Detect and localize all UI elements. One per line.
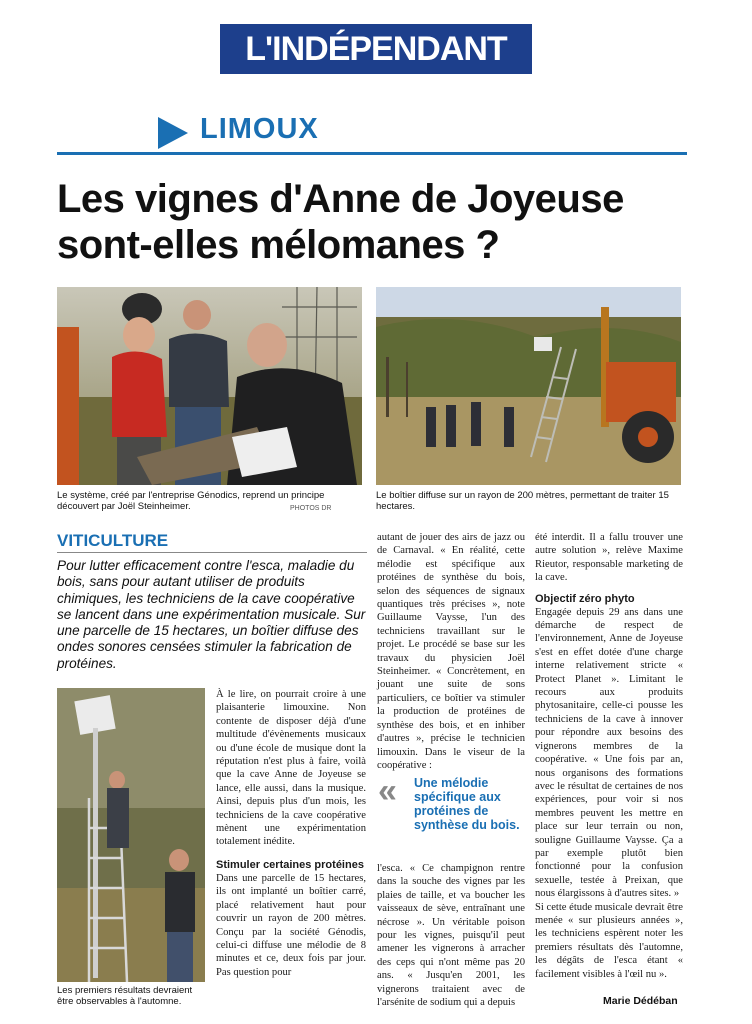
body-paragraph: autant de jouer des airs de jazz ou de Carnaval. « En réalité, cette mélodie est spécifique aux protéines de synthèse du bois, selon des séquences de signaux quantiques très précises », note Guillaume Vaysse, l'un des techniciens travaillant sur le projet. Le procédé se base sur les travaux du physicien Joël Steinheimer. « Concrètement, en jouant une suite de sons particuliers, ce boîtier va stimuler la production de protéines de synthèse des bois, et en inhiber d'autres », précise le technicien limouxin. Dans le viseur de la coopérative : — [377, 532, 525, 771]
pull-quote: Une mélodie spécifique aux protéines de synthèse du bois. — [414, 776, 520, 832]
kicker: VITICULTURE — [57, 531, 169, 550]
subhead-stimuler: Stimuler certaines protéines — [216, 858, 364, 871]
body-paragraph: Si cette étude musicale devrait être menée « sur plusieurs années », les techniciens espèrent noter les premiers résultats dès l'automne, les dégâts de l'esca étant « facilement visibles à l'œil nu ». — [535, 901, 683, 980]
photo-tractor — [376, 287, 681, 485]
body-paragraph: l'esca. « Ce champignon rentre dans la souche des vignes par les plaies de taille, et va boucher les vaisseaux de sève, entraînant une nécrose ». Un véritable poison pour les vignes, puisqu'il peut amener les vignerons à arracher des ceps qui n'ont même pas 20 ans. « Jusqu'en 2001, les vignerons traitaient avec de l'arsénite de sodium qui a depuis — [377, 863, 525, 1009]
headline — [57, 176, 697, 268]
photo-right-caption: Le boîtier diffuse sur un rayon de 200 mètres, permettant de traiter 15 hectares. — [376, 490, 669, 512]
kicker-divider — [57, 552, 367, 553]
body-paragraph: Engagée depuis 29 ans dans une démarche de respect de l'environnement, Anne de Joyeuse s'est en effet dotée d'une charge interne relativement stricte « Protect Planet ». Limitant le recours aux produits phytosanitaire, celle-ci pousse les techniciens de la cave à innover pour répondre aux besoins des vignerons membres de la coopérative. « Une fois par an, nous organisons des formations avec le résultat de certaines de nos expériences, pour voir si nos membres peuvent les mettre en place sur leur terrain ou non, souligne Guillaume Vaysse. Ça a par exemple plutôt bien fonctionné pour la confusion sexuelle, testée à Preixan, que nous élargissons à d'autres sites. » — [535, 606, 683, 900]
headline-line-1: Les vignes d'Anne de Joyeuse — [57, 177, 624, 221]
lead-paragraph: Pour lutter efficacement contre l'esca, maladie du bois, sans pour autant utiliser de produits chimiques, les techniciens de la cave coopérative se lancent dans une expérimentation musicale. Sur une parcelle de 15 hectares, un boîtier diffuse des ondes sonores censées stimuler la fabrication de protéines. — [57, 558, 366, 671]
headline-line-2: sont-elles mélomanes ? — [57, 223, 500, 267]
play-triangle-icon — [158, 117, 188, 149]
body-column-1 — [216, 688, 366, 979]
section-divider — [57, 152, 687, 155]
body-column-2-bottom — [377, 862, 525, 1009]
photo-left-caption: Le système, créé par l'entreprise Génodics, reprend un principe découvert par Joël Steinheimer. — [57, 490, 325, 512]
photo-bottom-caption: Les premiers résultats devraient être observables à l'automne. — [57, 985, 193, 1007]
body-column-2-top — [377, 531, 525, 772]
photo-credit: PHOTOS DR — [290, 505, 332, 512]
section-label: LIMOUX — [200, 113, 319, 145]
body-paragraph: Dans une parcelle de 15 hectares, ils ont implanté un boîtier carré, placé relativement haut pour couvrir un rayon de 200 mètres. Conçu par la société Génodis, celui-ci diffuse une mélodie de 8 minutes et ce, deux fois par jour. Pas question pour — [216, 872, 366, 978]
author-signature: Marie Dédéban — [603, 995, 678, 1007]
photo-workers — [57, 287, 362, 485]
double-chevron-quote-icon: « — [378, 772, 397, 810]
body-paragraph: À le lire, on pourrait croire à une plaisanterie limouxine. Non contente de disposer déjà d'une multitude d'évènements musicaux ou d'une école de musique dont la réputation n'est plus à faire, voilà que la cave Anne de Joyeuse se lance, elle aussi, dans la musique. Ainsi, depuis plus d'un mois, les techniciens de la cave coopérative mènent une expérimentation totalement inédite. — [216, 689, 366, 848]
body-column-3 — [535, 531, 683, 981]
subhead-objectif: Objectif zéro phyto — [535, 592, 635, 605]
body-paragraph: été interdit. Il a fallu trouver une autre solution », relève Maxime Rieutor, responsable marketing de la cave. — [535, 532, 683, 584]
photo-ladder — [57, 688, 205, 982]
masthead-logo — [220, 24, 532, 74]
masthead-title: L'INDÉPENDANT — [245, 29, 507, 68]
